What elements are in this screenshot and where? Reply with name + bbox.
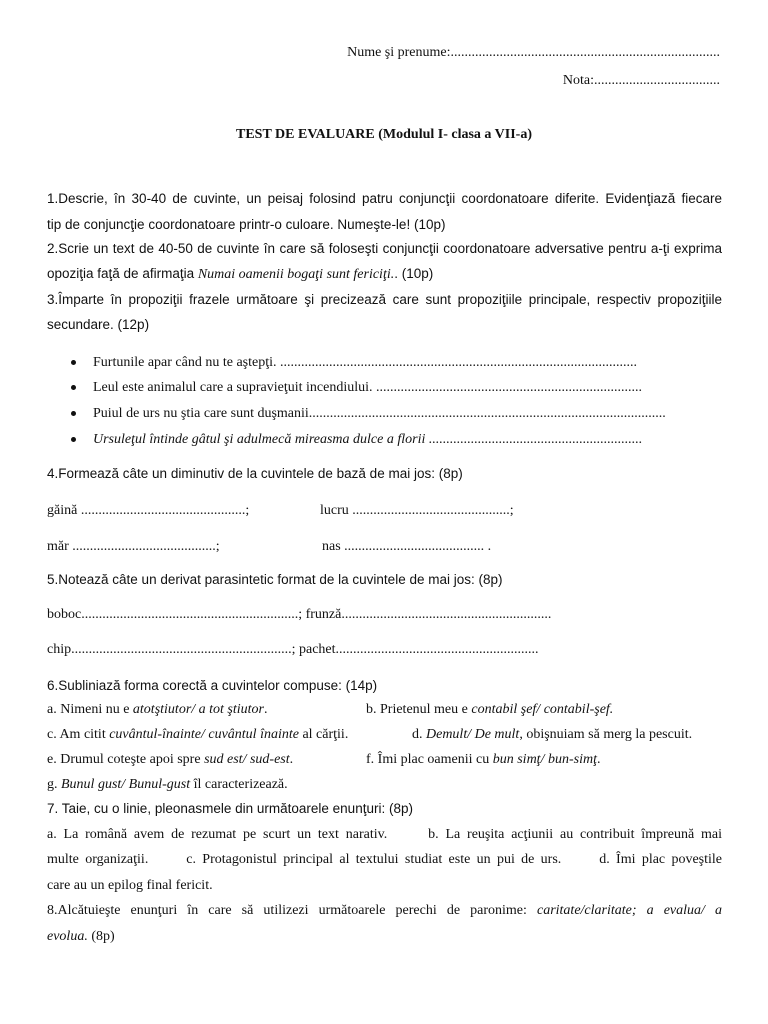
q3-item-3: Puiul de urs nu ştia care sunt duşmanii......................................................................................................: [93, 406, 666, 421]
q2-line1: 2.Scrie un text de 40-50 de cuvinte în care să foloseşti conjuncţii coordonatoare adversative pentru a-ţi exprima: [47, 241, 722, 256]
bullet-icon: [71, 437, 76, 442]
q6-f: f. Îmi plac oamenii cu bun simţ/ bun-simţ.: [366, 752, 601, 767]
q5-row2: chip...............................................................; pachet..........................................................: [47, 642, 539, 657]
q6-title: 6.Subliniază forma corectă a cuvintelor compuse: (14p): [47, 678, 378, 693]
q6-d: d. Demult/ De mult, obişnuiam să merg la pescuit.: [412, 727, 693, 742]
q1-line2: tip de conjuncţie coordonatoare printr-o culoare. Numeşte-le! (10p): [47, 217, 446, 232]
q7-line2: multe organizaţii. c. Protagonistul principal al textului studiat este un pui de urs. d. Îmi plac poveştile: [47, 852, 722, 867]
q4-title: 4.Formează câte un diminutiv de la cuvintele de bază de mai jos: (8p): [47, 466, 463, 481]
q4-row2-a: măr .........................................;: [47, 539, 220, 554]
bullet-icon: [71, 360, 76, 365]
q6-g: g. Bunul gust/ Bunul-gust îl caracterizează.: [47, 777, 288, 792]
q4-row1-b: lucru .............................................;: [320, 503, 514, 518]
q7-title: 7. Taie, cu o linie, pleonasmele din următoarele enunţuri: (8p): [47, 801, 413, 816]
q3-item-2: Leul este animalul care a supravieţuit incendiului. ............................................................................: [93, 380, 643, 395]
q4-row1-a: găină ...............................................;: [47, 503, 250, 518]
q6-c: c. Am citit cuvântul-înainte/ cuvântul înainte al cărţii.: [47, 727, 349, 742]
q8-line1: 8.Alcătuieşte enunţuri în care să utilizezi următoarele perechi de paronime: caritate/claritate; a evalua/ a: [47, 903, 722, 918]
q2-line2: opoziţia faţă de afirmaţia Numai oamenii bogaţi sunt fericiţi.. (10p): [47, 266, 434, 282]
grade-field: Nota:....................................: [562, 73, 720, 88]
q3-line2: secundare. (12p): [47, 317, 150, 332]
q3-line1: 3.Împarte în propoziţii frazele următoare şi precizează care sunt propoziţiile principale, respectiv propoziţiile: [47, 292, 722, 307]
q3-item-1: Furtunile apar când nu te aştepţi. ......................................................................................................: [93, 355, 637, 370]
q5-row1: boboc..............................................................; frunză............................................................: [47, 607, 552, 622]
q6-e: e. Drumul coteşte apoi spre sud est/ sud-est.: [47, 752, 294, 767]
q6-b: b. Prietenul meu e contabil şef/ contabil-şef.: [366, 702, 614, 717]
page-title: TEST DE EVALUARE (Modulul I- clasa a VII-a): [235, 127, 532, 142]
q7-line1: a. La română avem de rezumat pe scurt un text narativ. b. La reuşita acţiunii au contribuit împreună mai: [47, 827, 722, 842]
q6-a: a. Nimeni nu e atotştiutor/ a tot ştiutor.: [47, 702, 268, 717]
name-field: Nume şi prenume:.............................................................................: [347, 45, 720, 60]
bullet-icon: [71, 385, 76, 390]
bullet-icon: [71, 411, 76, 416]
q4-row2-b: nas ........................................ .: [322, 539, 492, 554]
q1-line1: 1.Descrie, în 30-40 de cuvinte, un peisaj folosind patru conjuncţii coordonatoare diferite. Evidenţiază fiecare: [47, 191, 722, 206]
q3-item-4: Ursuleţul întinde gâtul şi adulmecă mireasma dulce a florii .............................................................: [93, 432, 643, 447]
q7-line3: care au un epilog final fericit.: [47, 878, 213, 893]
q8-line2: evolua. (8p): [47, 929, 115, 944]
q5-title: 5.Notează câte un derivat parasintetic format de la cuvintele de mai jos: (8p): [47, 572, 503, 587]
